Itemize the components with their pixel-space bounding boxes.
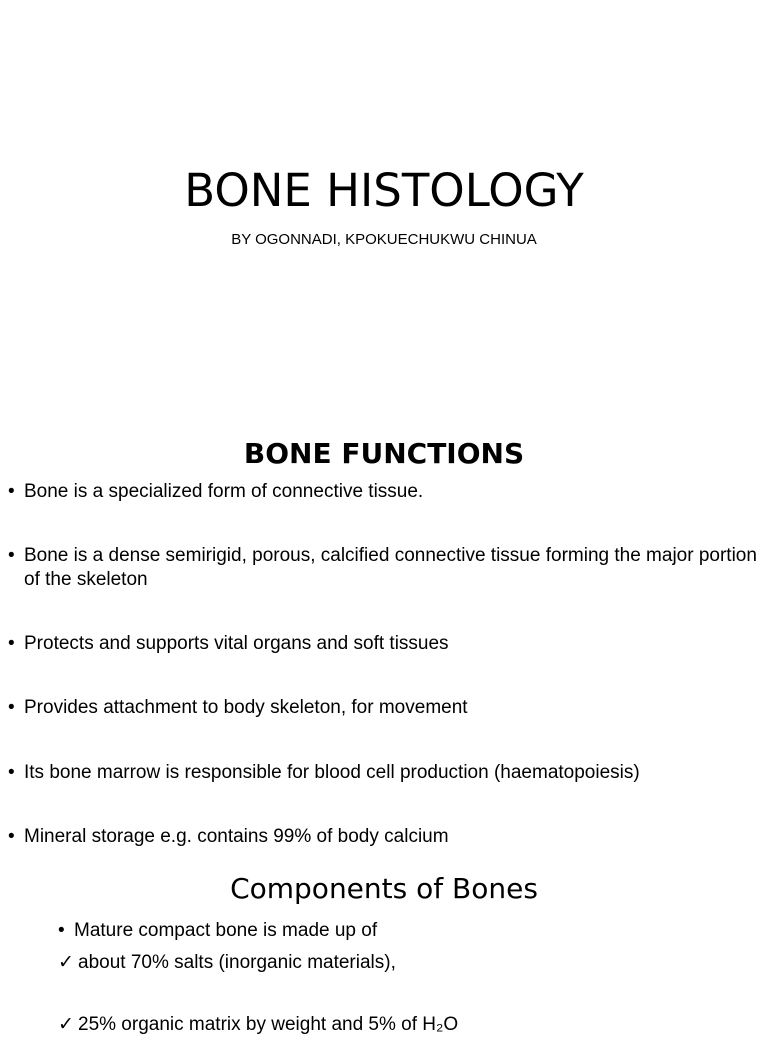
- bullet-icon: •: [8, 633, 15, 654]
- bullet-icon: •: [8, 826, 15, 847]
- list-item: [8, 825, 758, 849]
- author-subtitle: BY OGONNADI, KPOKUECHUKWU CHINUA: [231, 231, 537, 248]
- list-item-text: Bone is a dense semirigid, porous, calcified connective tissue forming the major portion of the skeleton: [24, 545, 757, 590]
- list-item: [8, 696, 758, 720]
- bullet-icon: •: [8, 697, 15, 718]
- bullet-icon: •: [8, 762, 15, 783]
- check-item-text: about 70% salts (inorganic materials),: [78, 952, 396, 973]
- list-item: [8, 632, 758, 656]
- list-item: [58, 919, 758, 943]
- bullet-icon: •: [8, 481, 15, 502]
- list-item: [8, 761, 758, 785]
- check-item: [58, 951, 758, 975]
- check-item-text: 25% organic matrix by weight and 5% of H₂O: [78, 1014, 459, 1035]
- bullet-icon: •: [58, 920, 65, 941]
- list-item-text: Mature compact bone is made up of: [74, 920, 378, 941]
- check-icon: ✓: [58, 1014, 74, 1035]
- list-item-text: Mineral storage e.g. contains 99% of body calcium: [24, 826, 449, 847]
- list-item-text: Its bone marrow is responsible for blood cell production (haematopoiesis): [24, 762, 640, 783]
- list-item-text: Provides attachment to body skeleton, for movement: [24, 697, 468, 718]
- list-item: [8, 544, 758, 592]
- list-item-text: Bone is a specialized form of connective tissue.: [24, 481, 424, 502]
- bullet-icon: •: [8, 545, 15, 566]
- list-item: [8, 480, 758, 504]
- check-item: [58, 1013, 758, 1037]
- section-heading-components: Components of Bones: [230, 872, 538, 905]
- page-title: BONE HISTOLOGY: [184, 164, 584, 217]
- check-icon: ✓: [58, 952, 74, 973]
- section-heading-bone-functions: BONE FUNCTIONS: [243, 437, 525, 470]
- list-item-text: Protects and supports vital organs and soft tissues: [24, 633, 449, 654]
